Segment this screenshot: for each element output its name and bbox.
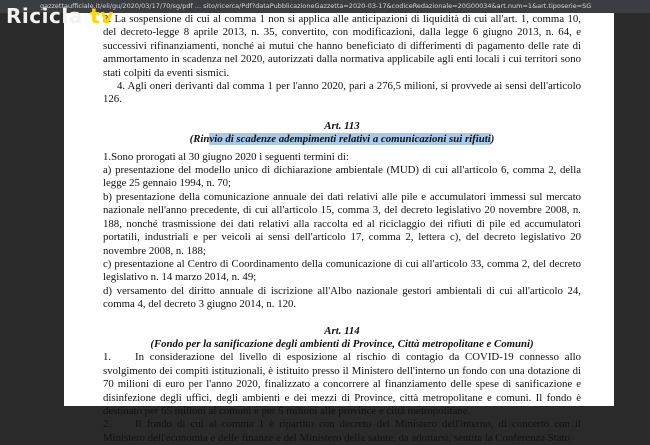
art114-para-1-num: 1. xyxy=(103,351,112,364)
url-text[interactable]: gazzettaufficiale.it/eli/gu/2020/03/17/70/sg/pdf ... sito/ricerca/Pdf?dataPubblicazioneGazzetta=2020-03-17&codiceRedazionale=20G00034&art.num=1&art.tiposerie=SG xyxy=(40,2,592,10)
para-3: 3. La sospensione di cui al comma 1 non si applica alle anticipazioni di liquidità di cui all'art. 1, comma 10, del decreto-legge 8 aprile 2013, n. 35, convertito, con modificazioni, dalla legge 6 giugno 2013, n. 64, e successivi rifinanziamenti, nonché ai mutui che hanno beneficiato di differimenti di pagamento delle rate di ammortamento in scadenza nel 2020, autorizzati dalla normativa applicabile agli enti locali i cui territori sono stati colpiti da eventi sismici. xyxy=(103,13,581,79)
para-4: 4. Agli oneri derivanti dal comma 1 per l'anno 2020, pari a 276,5 milioni, si provvede ai sensi dell'articolo 126. xyxy=(103,80,581,106)
article-113-number: Art. 113 xyxy=(324,119,360,132)
document-body xyxy=(103,13,581,445)
selected-text-highlight[interactable]: vio di scadenze adempimenti relativi a comunicazioni sui rifiuti xyxy=(209,133,491,146)
article-113-title: (Rinvio di scadenze adempimenti relativi a comunicazioni sui rifiuti) xyxy=(189,133,495,146)
art114-para-1: 1. In considerazione del livello di esposizione al rischio di contagio da COVID-19 connesso allo svolgimento dei compiti istituzionali, è istituito presso il Ministero dell'interno un fondo con una dotazione di 70 milioni di euro per l'anno 2020, finalizzato a concorrere al finanziamento delle spese di sanificazione e disinfezione degli uffici, degli ambienti e dei mezzi di Province, città metropolitane e comuni. Il fondo è destinato per 65 milioni ai comuni e per 5 milioni alle province e città metropolitane. xyxy=(103,351,581,417)
art114-para-2: 2. Il fondo di cui al comma 1 è ripartito con decreto del Ministero dell'interno, di concerto con il Ministero dell'economia e delle finanze e del Ministero della salute, da adottarsi, sentita la Conferenza Stato xyxy=(103,418,581,444)
art113-para-b: b) presentazione della comunicazione annuale dei dati relativi alle pile e accumulatori immessi sul mercato nazionale nell'anno precedente, di cui all'articolo 15, comma 3, del decreto legislativo 20 novembre 2008, n. 188, nonché trasmissione dei dati relativi alla raccolta ed al riciclaggio dei rifiuti di pile ed accumulatori portatili, industriali e per veicoli ai sensi dell'articolo 17, comma 2, lettera c), del decreto legislativo 20 novembre 2008, n. 188; xyxy=(103,190,581,257)
art113-para-d: d) versamento del diritto annuale di iscrizione all'Albo nazionale gestori ambientali di cui all'articolo 24, comma 4, del decreto 3 giugno 2014, n. 120. xyxy=(103,284,581,311)
art113-para-1: 1.Sono prorogati al 30 giugno 2020 i seguenti termini di: xyxy=(103,150,349,163)
pdf-page xyxy=(64,13,614,444)
left-margin xyxy=(0,13,64,406)
article-114-number: Art. 114 xyxy=(324,324,360,337)
ricicla-tv-logo: Ricicla tv xyxy=(6,4,114,28)
art113-para-a: a) presentazione del modello unico di dichiarazione ambientale (MUD) di cui all'articolo 6, comma 2, della legge 25 gennaio 1994, n. 70; xyxy=(103,164,581,190)
art114-para-2-num: 2. xyxy=(103,418,112,431)
right-margin xyxy=(614,13,650,406)
art113-para-c: c) presentazione al Centro di Coordinamento della comunicazione di cui all'articolo 33, comma 2, del decreto legislativo n. 14 marzo 2014, n. 49; xyxy=(103,257,581,284)
article-114-title: (Fondo per la sanificazione degli ambienti di Province, Città metropolitane e Comuni) xyxy=(150,337,534,350)
